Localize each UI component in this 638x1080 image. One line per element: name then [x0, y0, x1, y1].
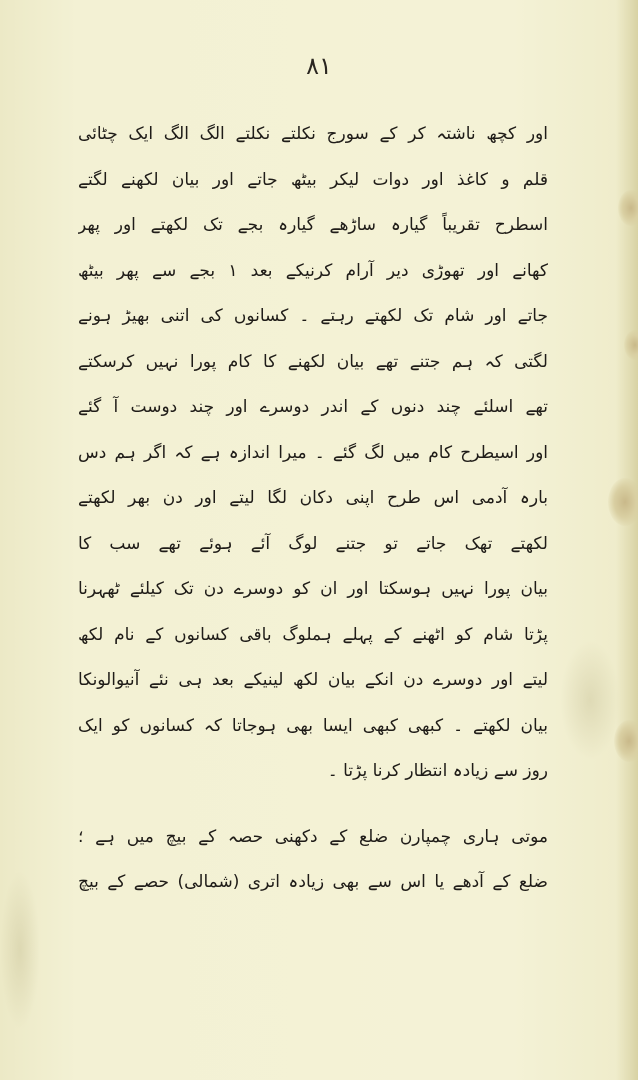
text-line: کھانے اور تھوڑی دیر آرام کرنیکے بعد ۱ بجے سے پھر بیٹھ: [78, 260, 548, 281]
text-line: اور کچھ ناشتہ کر کے سورج نکلتے نکلتے الگ الگ ایک چٹائی: [78, 124, 548, 144]
text-line: جاتے اور شام تک لکھتے رہتے ۔ کسانوں کی اتنی بھیڑ ہونے: [78, 306, 548, 326]
page-edge-shadow: [616, 0, 638, 1080]
text-line: پڑتا شام کو اٹھنے کے پہلے ہملوگ باقی کسانوں کے نام لکھ: [78, 624, 548, 645]
text-line: روز سے زیادہ انتظار کرنا پڑتا ۔: [327, 761, 548, 781]
paragraph: [78, 815, 548, 906]
torn-edge-mark: [608, 478, 638, 526]
text-line: بیان پورا نہیں ہوسکتا اور ان کو دوسرے دن تک کیلئے ٹھہرنا: [78, 579, 548, 599]
text-line: لگتی کہ ہم جتنے تھے بیان لکھنے کا کام پورا نہیں کرسکتے: [78, 351, 548, 372]
text-line: موتی ہاری چمپارن ضلع کے دکھنی حصہ کے بیچ میں ہے ؛: [78, 826, 548, 847]
paper-stain: [560, 640, 620, 760]
text-line: ضلع کے آدھے یا اس سے بھی زیادہ اتری (شمالی) حصے کے بیچ: [78, 872, 548, 892]
text-line: اسطرح تقریباً گیارہ ساڑھے گیارہ بجے تک لکھتے اور پھر: [78, 215, 548, 235]
text-line: بارہ آدمی اس طرح اپنی دکان لگا لیتے اور دن بھر لکھتے: [78, 488, 548, 508]
text-line: لیتے اور دوسرے دن انکے بیان لکھ لینیکے بعد ہی نئے آنیوالونکا: [78, 670, 548, 690]
paper-stain: [0, 870, 40, 1030]
torn-edge-mark: [618, 190, 638, 226]
page-number: ۸۱: [306, 52, 332, 80]
body-text: [78, 112, 548, 906]
paragraph: [78, 112, 548, 795]
text-line: قلم و کاغذ اور دوات لیکر بیٹھ جاتے اور بیان لکھنے لگتے: [78, 169, 548, 190]
text-line: لکھتے تھک جاتے تو جتنے لوگ آئے ہوئے تھے سب کا: [78, 533, 548, 554]
text-line: اور اسیطرح کام میں لگ گئے ۔ میرا اندازہ ہے کہ اگر ہم دس: [78, 442, 548, 463]
torn-edge-mark: [614, 720, 638, 762]
text-line: تھے اسلئے چند دنوں کے اندر دوسرے اور چند دوست آ گئے: [78, 397, 548, 417]
text-line: بیان لکھتے ۔ کبھی کبھی ایسا بھی ہوجاتا کہ کسانوں کو ایک: [78, 715, 548, 736]
